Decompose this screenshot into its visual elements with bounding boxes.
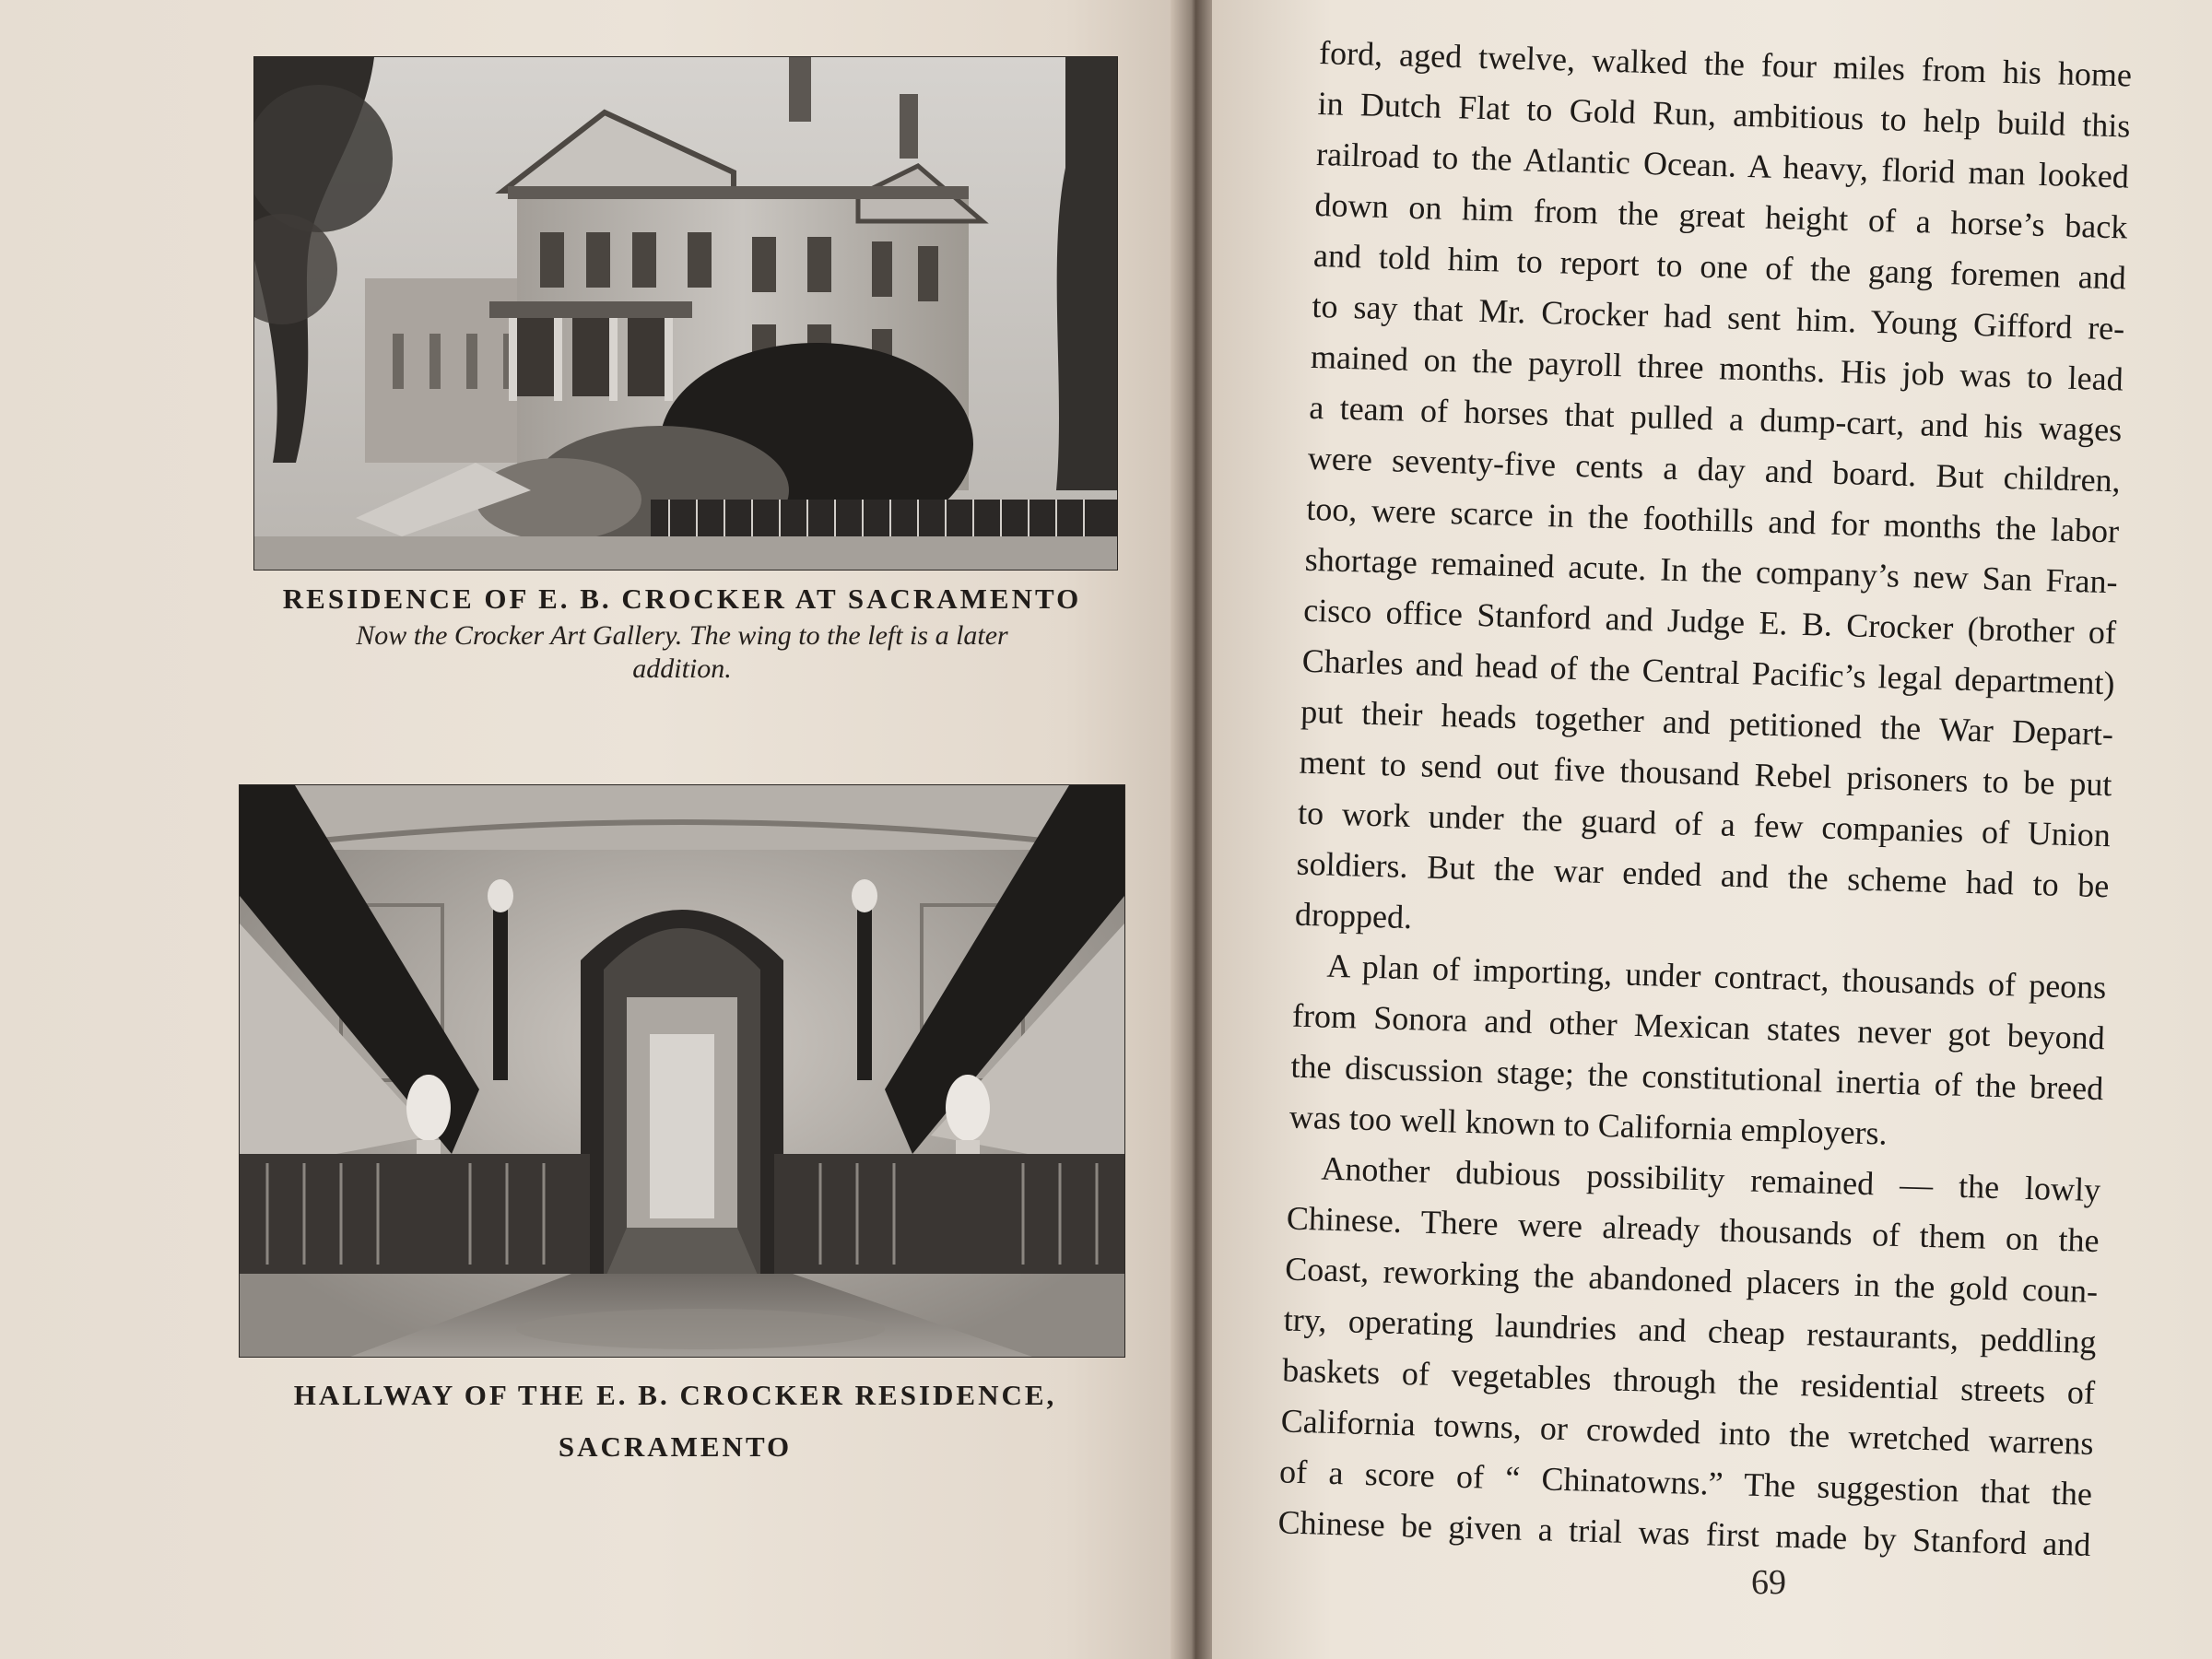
text-line: put their heads together and petitioned the War Depart- [1300, 692, 2114, 753]
text-line: Another dubious possibility remained — the lowly [1320, 1149, 2101, 1209]
text-line: Chinese be given a trial was first made by Stanford and [1277, 1503, 2091, 1563]
residence-exterior-image [254, 57, 1117, 570]
text-line: Charles and head of the Central Pacific’s legal department) [1301, 641, 2116, 702]
text-line: was too well known to California employers. [1288, 1098, 1888, 1152]
text-line: Coast, reworking the abandoned placers in the gold coun- [1284, 1250, 2099, 1311]
text-line: too, were scarce in the foothills and for months the labor [1305, 489, 2120, 550]
hallway-caption-line2: SACRAMENTO [558, 1430, 793, 1463]
text-line: dropped. [1294, 895, 1413, 936]
crocker-residence-photo [254, 57, 1117, 570]
text-line: and told him to report to one of the gang foremen and [1312, 236, 2127, 297]
text-line: California towns, or crowded into the wretched warrens [1280, 1402, 2094, 1463]
text-line: baskets of vegetables through the residential streets of [1281, 1351, 2096, 1412]
text-line: down on him from the great height of a horse’s back [1314, 185, 2128, 246]
text-line: cisco office Stanford and Judge E. B. Crocker (brother of [1302, 591, 2117, 652]
hallway-caption-line1: HALLWAY OF THE E. B. CROCKER RESIDENCE, [293, 1379, 1057, 1411]
text-line: shortage remained acute. In the company’s new San Fran- [1304, 540, 2119, 601]
text-line: A plan of importing, under contract, thousands of peons [1326, 947, 2107, 1006]
residence-caption-text: Now the Crocker Art Gallery. The wing to the left is a later addition. [356, 620, 1008, 684]
text-line: were seventy-five cents a day and board. But children, [1307, 439, 2122, 500]
text-line: in Dutch Flat to Gold Run, ambitious to help build this [1317, 84, 2131, 145]
text-line: to say that Mr. Crocker had sent him. Young Gifford re- [1312, 287, 2125, 347]
text-line: ment to send out five thousand Rebel prisoners to be put [1299, 743, 2112, 804]
text-line: a team of horses that pulled a dump-cart, and his wages [1308, 388, 2123, 449]
book-gutter [1171, 0, 1217, 1659]
text-line: the discussion stage; the constitutional inertia of the breed [1289, 1047, 2104, 1108]
text-line: railroad to the Atlantic Ocean. A heavy, florid man looked [1315, 135, 2130, 195]
text-line: soldiers. But the war ended and the scheme had to be [1296, 844, 2110, 905]
text-line: try, operating laundries and cheap restaurants, peddling [1283, 1300, 2098, 1361]
page-number: 69 [1751, 1563, 1786, 1602]
text-line: Chinese. There were already thousands of them on the [1286, 1199, 2100, 1260]
residence-caption-title: RESIDENCE OF E. B. CROCKER AT SACRAMENTO [282, 582, 1082, 615]
body-text [1277, 28, 2133, 1571]
text-line: mained on the payroll three months. His job was to lead [1310, 337, 2124, 398]
text-line: ford, aged twelve, walked the four miles from his home [1318, 33, 2133, 94]
text-line: to work under the guard of a few companies of Union [1297, 794, 2112, 854]
text-line: from Sonora and other Mexican states never got beyond [1291, 996, 2106, 1057]
crocker-hallway-photo [240, 785, 1124, 1357]
hallway-interior-image [240, 785, 1124, 1357]
text-line: of a score of “ Chinatowns.” The suggestion that the [1278, 1453, 2093, 1513]
